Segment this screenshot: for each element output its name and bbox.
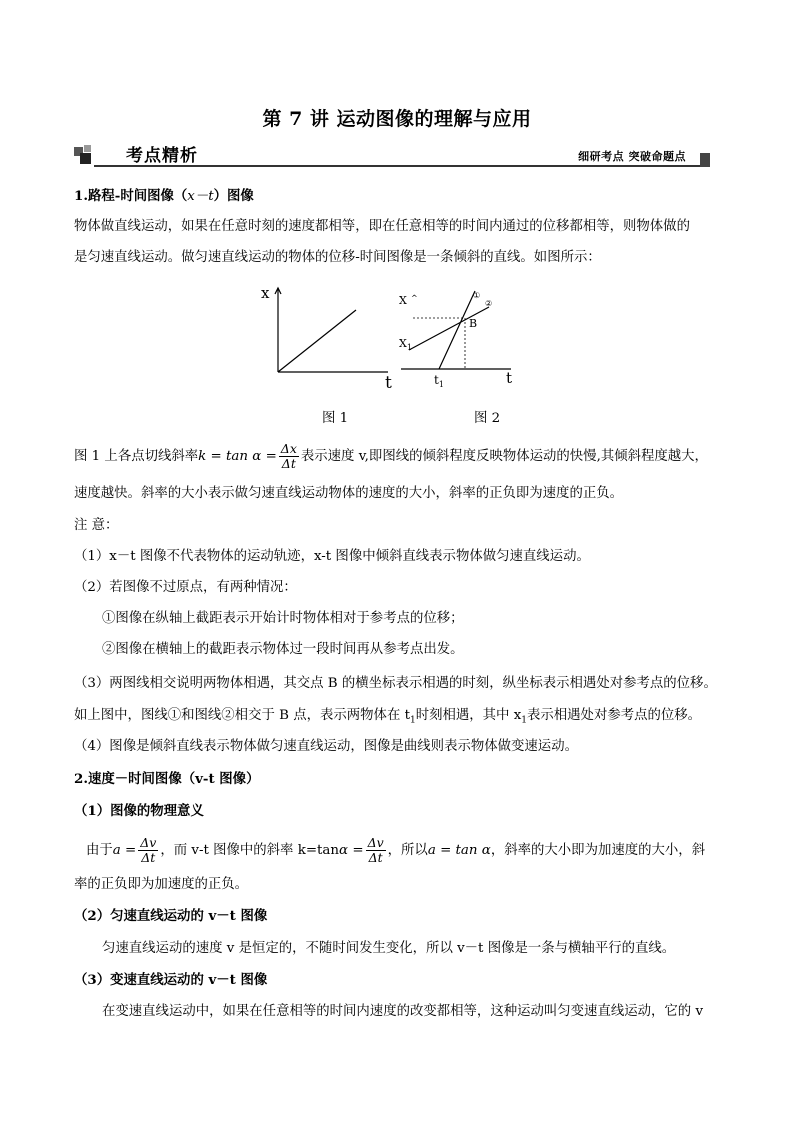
note-item: （4）图像是倾斜直线表示物体做匀速直线运动，图像是曲线则表示物体做变速运动。 <box>74 739 578 754</box>
formula-paragraph: 由于a = $\frac{\Delta v}{\Delta t}$ ，而 v-t 图像中的斜率 k=tanα = $\frac{\Delta v}{\Delta t}$ ，所以a = tan α，斜率的大小即为加速度的大小，斜 <box>86 835 706 865</box>
point-b-label: B <box>469 317 478 330</box>
figure-1-caption: 图 1 <box>322 411 349 426</box>
fraction: $\frac{\Delta v}{\Delta t}$ <box>140 835 157 865</box>
formula-paragraph: 图 1 上各点切线斜率k = tan α = $\frac{\Delta x}{\Delta t}$ 表示速度 v,即图线的倾斜程度反映物体运动的快慢,其倾斜程度越大， <box>74 441 708 471</box>
x1-label: $X_1$ <box>399 337 412 352</box>
subsection-heading: （1）图像的物理意义 <box>74 803 204 819</box>
figure-1 <box>252 280 402 392</box>
fraction: $\frac{\Delta v}{\Delta t}$ <box>367 835 384 865</box>
figure-2 <box>395 285 525 397</box>
x-axis-label: x <box>261 284 270 302</box>
paragraph: 率的正负即为加速度的正负。 <box>74 877 249 892</box>
page-title: 第 7 讲 运动图像的理解与应用 <box>262 108 532 130</box>
paragraph: 匀速直线运动的速度 v 是恒定的，不随时间发生变化，所以 v－t 图像是一条与横轴平行的直线。 <box>102 941 676 956</box>
banner-decoration-icon <box>84 145 91 152</box>
line-1-marker: ① <box>473 291 481 300</box>
paragraph: 在变速直线运动中，如果在任意相等的时间内速度的改变都相等，这种运动叫匀变速直线运动，它的 v <box>102 1004 704 1019</box>
note-subitem: ①图像在纵轴上截距表示开始计时物体相对于参考点的位移； <box>102 611 464 626</box>
banner-decoration-icon <box>80 153 91 164</box>
x-axis-label: X <box>399 294 407 307</box>
paragraph: 速度越快。斜率的大小表示做匀速直线运动物体的速度的大小，斜率的正负即为速度的正负。 <box>74 486 624 501</box>
banner-subtitle: 细研考点 突破命题点 <box>578 150 686 163</box>
note-item: （1）x－t 图像不代表物体的运动轨迹，x-t 图像中倾斜直线表示物体做匀速直线运动。 <box>74 549 590 564</box>
banner-decoration-icon <box>700 153 710 167</box>
subsection-heading: （3）变速直线运动的 v－t 图像 <box>74 972 268 988</box>
note-subitem: ②图像在横轴上的截距表示物体过一段时间再从参考点出发。 <box>102 642 464 657</box>
subsection-heading: （2）匀速直线运动的 v－t 图像 <box>74 908 268 924</box>
figure-2-caption: 图 2 <box>474 411 501 426</box>
fraction: $\frac{\Delta x}{\Delta t}$ <box>280 441 297 471</box>
note-item: （3）两图线相交说明两物体相遇，其交点 B 的横坐标表示相遇的时刻，纵坐标表示相遇处对参考点的位移。 <box>74 676 717 691</box>
banner-label: 考点精析 <box>126 146 198 166</box>
section-1-heading: 1.路程-时间图像（x－t）图像 <box>74 188 254 204</box>
paragraph: 物体做直线运动，如果在任意时刻的速度都相等，即在任意相等的时间内通过的位移都相等，则物体做的 <box>74 219 690 234</box>
section-banner <box>74 143 710 167</box>
t-axis-label: t <box>385 373 392 392</box>
x-axis-arrow-icon: ^ <box>411 294 418 303</box>
note-heading: 注 意： <box>74 518 119 533</box>
t1-label: $t_1$ <box>434 373 444 389</box>
line-2-marker: ② <box>485 299 493 308</box>
paragraph: 是匀速直线运动。做匀速直线运动的物体的位移-时间图像是一条倾斜的直线。如图所示： <box>74 250 601 265</box>
note-item: （2）若图像不过原点，有两种情况： <box>74 580 297 595</box>
section-2-heading: 2.速度－时间图像（v-t 图像） <box>74 771 260 787</box>
note-item: 如上图中，图线①和图线②相交于 B 点，表示两物体在 $t_1$时刻相遇，其中 $x_1$表示相遇处对参考点的位移。 <box>74 708 702 726</box>
t-axis-label: t <box>506 369 513 387</box>
